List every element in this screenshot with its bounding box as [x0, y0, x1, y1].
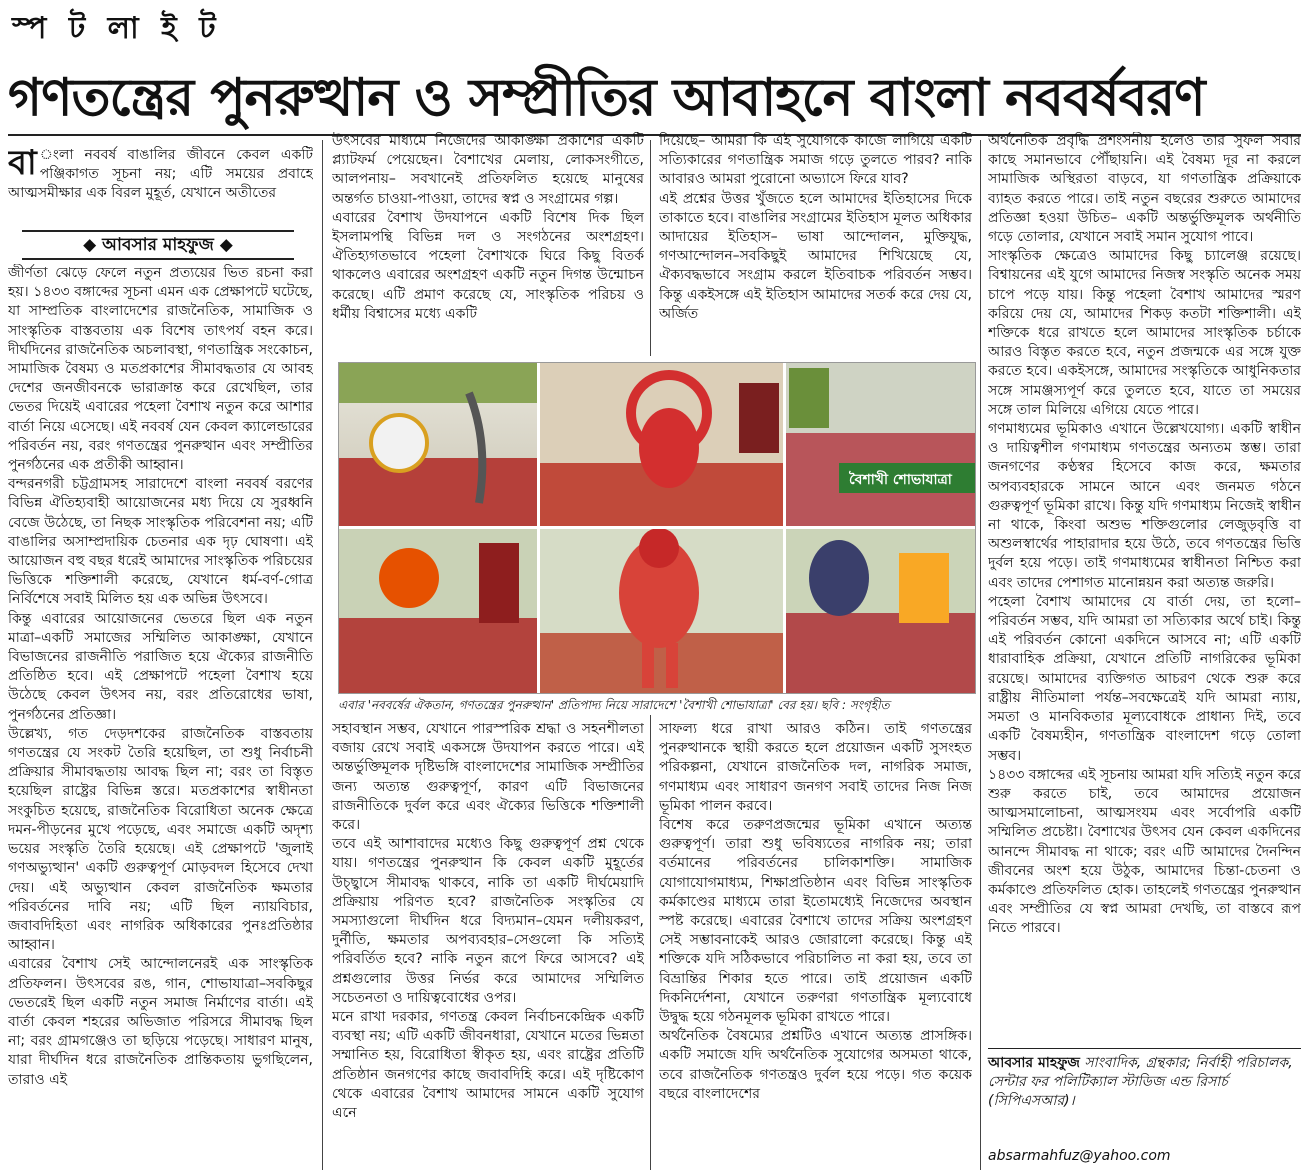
paragraph: দিয়েছে– আমরা কি এই সুযোগকে কাজে লাগিয়ে একটি সত্যিকারের গণতান্ত্রিক সমাজ গড়ে তুলতে পারব? নাকি আবারও আমরা পুরোনো অভ্যাসে ফিরে যাব? [659, 133, 972, 188]
article-column-3-bottom [659, 720, 972, 1170]
paragraph: সাংস্কৃতিক ক্ষেত্রেও আমাদের কিছু চ্যালেঞ্জ রয়েছে। বিশ্বায়নের এই যুগে আমাদের নিজস্ব সংস্কৃতি অনেক সময় চাপে পড়ে যায়। কিন্তু পহেলা বৈশাখ আমাদের স্মরণ করিয়ে দেয় যে, আমাদের শিকড় কতটা শক্তিশালী। এই শক্তিকে ধরে রাখতে হলে আমাদের সাংস্কৃতিক চর্চাকে আরও বিস্তৃত করতে হবে, নতুন প্রজন্মকে এর সঙ্গে যুক্ত করতে হবে। একইসঙ্গে, আমাদের সংস্কৃতিকে আধুনিকতার সঙ্গে সামঞ্জস্যপূর্ণ করে তুলতে হবে, যাতে তা সময়ের সঙ্গে তাল মিলিয়ে এগিয়ে যেতে পারে। [988, 248, 1301, 418]
paragraph: এই প্রশ্নের উত্তর খুঁজতে হলে আমাদের ইতিহাসের দিকে তাকাতে হবে। বাঙালির সংগ্রামের ইতিহাস মূলত অধিকার আদায়ের ইতিহাস– ভাষা আন্দোলন, মুক্তিযুদ্ধ, গণআন্দোলন–সবকিছুই আমাদের শিখিয়েছে যে, ঐক্যবদ্ধভাবে সংগ্রাম করলে ইতিবাচক পরিবর্তন সম্ভব। কিন্তু একইসঙ্গে এই ইতিহাস আমাদের সতর্ক করে দেয় যে, অর্জিত [659, 190, 972, 322]
column-divider [650, 140, 651, 356]
author-email: absarmahfuz@yahoo.com [988, 1148, 1171, 1164]
author-bio-text: সাংবাদিক, গ্রন্থকার; নির্বাহী পরিচালক, সেন্টার ফর পলিটিক্যাল স্টাডিজ এন্ড রিসার্চ (সিপিএসআর)। [988, 1055, 1293, 1110]
author-bio [988, 1054, 1301, 1112]
paragraph: জীর্ণতা ঝেড়ে ফেলে নতুন প্রত্যয়ের ভিত রচনা করা হয়। ১৪৩৩ বঙ্গাব্দের সূচনা এমন এক প্রেক্ষাপটে ঘটেছে, যা সাম্প্রতিক বাংলাদেশের রাজনৈতিক, সামাজিক ও সাংস্কৃতিক বাস্তবতায় এক বিশেষ তাৎপর্য বহন করে। দীর্ঘদিনের রাজনৈতিক অচলাবস্থা, গণতান্ত্রিক সংকোচন, সামাজিক বৈষম্য ও মতপ্রকাশের সীমাবদ্ধতার যে আবহ দেশের জনজীবনকে ভারাক্রান্ত করে রেখেছিল, তার ভেতর দিয়েই এবারের পহেলা বৈশাখ নতুন করে আশার বার্তা নিয়ে এসেছে। এই নববর্ষ যেন কেবল ক্যালেন্ডারের পরিবর্তন নয়, বরং গণতন্ত্রের পুনরুত্থান এবং সম্প্রীতির পুনর্গঠনের এক প্রতীকী আহ্বান। [8, 265, 313, 474]
column-divider [322, 140, 323, 1170]
paragraph: এবারের বৈশাখ উদযাপনে একটি বিশেষ দিক ছিল ইসলামপন্থি বিভিন্ন দল ও সংগঠনের অংশগ্রহণ। ঐতিহ্যগতভাবে পহেলা বৈশাখকে ঘিরে কিছু বিতর্ক থাকলেও এবারের অংশগ্রহণ একটি নতুন দিগন্ত উন্মোচন করেছে। এটি প্রমাণ করেছে যে, সাংস্কৃতিক পরিচয় ও ধর্মীয় বিশ্বাসের মধ্যে একটি [332, 209, 644, 322]
paragraph: অর্থনৈতিক প্রবৃদ্ধি প্রশংসনীয় হলেও তার সুফল সবার কাছে সমানভাবে পৌঁছায়নি। এই বৈষম্য দূর না করলে সামাজিক অস্থিরতা বাড়বে, যা গণতান্ত্রিক প্রক্রিয়াকে ব্যাহত করতে পারে। তাই নতুন বছরের শুরুতে আমাদের প্রতিজ্ঞা হওয়া উচিত– একটি অন্তর্ভুক্তিমূলক অর্থনীতি গড়ে তোলার, যেখানে সবাই সমান সুযোগ পাবে। [988, 133, 1301, 246]
festival-photo-collage [339, 363, 975, 693]
paragraph: মনে রাখা দরকার, গণতন্ত্র কেবল নির্বাচনকেন্দ্রিক একটি ব্যবস্থা নয়; এটি একটি জীবনধারা, যেখানে মতের ভিন্নতা সম্মানিত হয়, বিরোধিতা স্বীকৃত হয়, এবং রাষ্ট্রের প্রতিটি প্রতিষ্ঠান জনগণের কাছে জবাবদিহি করে। এই দৃষ্টিকোণ থেকে এবারের বৈশাখ আমাদের সামনে একটি সুযোগ এনে [332, 1009, 644, 1122]
article-column-1 [8, 264, 313, 1170]
column-divider [650, 715, 651, 1170]
paragraph: সহাবস্থান সম্ভব, যেখানে পারস্পরিক শ্রদ্ধা ও সহনশীলতা বজায় রেখে সবাই একসঙ্গে উদযাপন করতে পারে। এই অন্তর্ভুক্তিমূলক দৃষ্টিভঙ্গি বাংলাদেশের সামাজিক সম্প্রীতির জন্য অত্যন্ত গুরুত্বপূর্ণ, কারণ এটি বিভাজনের রাজনীতিকে দুর্বল করে এবং ঐক্যের ভিত্তিকে শক্তিশালী করে। [332, 721, 644, 834]
author-bio-name: আবসার মাহফুজ [988, 1055, 1080, 1071]
kicker: স্প ট লা ই ট [12, 11, 222, 46]
photo-collage [338, 362, 976, 694]
author-byline: ◆ আবসার মাহফুজ ◆ [22, 230, 294, 260]
article-column-2-bottom [332, 720, 644, 1170]
bio-rule [988, 1048, 1301, 1049]
page-title: গণতন্ত্রের পুনরুত্থান ও সম্প্রীতির আবাহনে বাংলা নববর্ষবরণ [8, 68, 1205, 128]
photo-caption: এবার 'নববর্ষের ঐকতান, গণতন্ত্রের পুনরুত্থান' প্রতিপাদ্য নিয়ে সারাদেশে 'বৈশাখী শোভাযাত্রা' বের হয়। ছবি : সংগৃহীত [338, 698, 890, 712]
article-lead [8, 146, 313, 226]
banner-text: বৈশাখী শোভাযাত্রা [849, 472, 952, 488]
paragraph: বন্দরনগরী চট্টগ্রামসহ সারাদেশে বাংলা নববর্ষ বরণের বিভিন্ন ঐতিহ্যবাহী আয়োজনের মধ্য দিয়ে যে সুরধ্বনি বেজে উঠেছে, তা নিছক সাংস্কৃতিক পরিবেশনা নয়; এটি বাঙালির অসাম্প্রদায়িক চেতনার এক দৃঢ় ঘোষণা। এই আয়োজন বহু বছর ধরেই আমাদের সাংস্কৃতিক পরিচয়ের ভিত্তিকে শক্তিশালী করেছে, যেখানে ধর্ম-বর্ণ-গোত্র নির্বিশেষে সবাই মিলিত হয় এক অভিন্ন উৎসবে। [8, 476, 313, 608]
paragraph: সাফল্য ধরে রাখা আরও কঠিন। তাই গণতন্ত্রের পুনরুত্থানকে স্থায়ী করতে হলে প্রয়োজন একটি সুসংহত পরিকল্পনা, যেখানে রাজনৈতিক দল, নাগরিক সমাজ, গণমাধ্যম এবং সাধারণ জনগণ সবাই তাদের নিজ নিজ ভূমিকা পালন করবে। [659, 721, 972, 814]
column-divider [980, 140, 981, 1170]
paragraph: কিন্তু এবারের আয়োজনের ভেতরে ছিল এক নতুন মাত্রা–একটি সমাজের সম্মিলিত আকাঙ্ক্ষা, যেখানে বিভাজনের রাজনীতি পরাজিত হয়ে ঐক্যের রাজনীতি প্রতিষ্ঠিত হবে। এই প্রেক্ষাপটে পহেলা বৈশাখ হয়ে উঠেছে কেবল উৎসব নয়, বরং প্রতিরোধের ভাষা, পুনর্গঠনের প্রতিজ্ঞা। [8, 610, 313, 723]
article-column-2-top [332, 132, 644, 358]
lead-text: ংলা নববর্ষ বাঙালির জীবনে কেবল একটি পঞ্জিকাগত সূচনা নয়; এটি সময়ের প্রবাহে আত্মসমীক্ষার এক বিরল মুহূর্ত, যেখানে অতীতের [8, 147, 313, 202]
paragraph: বিশেষ করে তরুণপ্রজন্মের ভূমিকা এখানে অত্যন্ত গুরুত্বপূর্ণ। তারা শুধু ভবিষ্যতের নাগরিক নয়; তারা বর্তমানের পরিবর্তনের চালিকাশক্তি। সামাজিক যোগাযোগমাধ্যম, শিক্ষাপ্রতিষ্ঠান এবং বিভিন্ন সাংস্কৃতিক কর্মকাণ্ডের মাধ্যমে তারা ইতোমধ্যেই নিজেদের অবস্থান স্পষ্ট করেছে। এবারের বৈশাখে তাদের সক্রিয় অংশগ্রহণ সেই সম্ভাবনাকেই আরও জোরালো করেছে। কিন্তু এই শক্তিকে যদি সঠিকভাবে পরিচালিত না করা হয়, তবে তা বিভ্রান্তির শিকার হতে পারে। তাই প্রয়োজন একটি দিকনির্দেশনা, যেখানে তরুণরা গণতান্ত্রিক মূল্যবোধে উদ্বুদ্ধ হয়ে গঠনমূলক ভূমিকা রাখতে পারে। [659, 817, 972, 1026]
drop-cap: বা [8, 146, 37, 183]
paragraph: ১৪৩৩ বঙ্গাব্দের এই সূচনায় আমরা যদি সত্যিই নতুন করে শুরু করতে চাই, তবে আমাদের প্রয়োজন আত্মসমালোচনা, আত্মসংযম এবং সর্বোপরি একটি সম্মিলিত প্রচেষ্টা। বৈশাখের উৎসব যেন কেবল একদিনের আনন্দে সীমাবদ্ধ না থাকে; বরং এটি আমাদের দৈনন্দিন জীবনের অংশ হয়ে উঠুক, আমাদের চিন্তা-চেতনা ও কর্মকাণ্ডে প্রতিফলিত হোক। তাহলেই গণতন্ত্রের পুনরুত্থান এবং সম্প্রীতির যে স্বপ্ন আমরা দেখছি, তা বাস্তবে রূপ নিতে পারবে। [988, 766, 1301, 937]
paragraph: এবারের বৈশাখ সেই আন্দোলনেরই এক সাংস্কৃতিক প্রতিফলন। উৎসবের রঙ, গান, শোভাযাত্রা–সবকিছুর ভেতরেই ছিল একটি নতুন সমাজ নির্মাণের বার্তা। এই বার্তা কেবল শহরের অভিজাত পরিসরে সীমাবদ্ধ ছিল না; বরং গ্রামগঞ্জেও তা ছড়িয়ে পড়েছে। সাধারণ মানুষ, যারা দীর্ঘদিন ধরে রাজনৈতিক প্রান্তিকতায় ভুগছিলেন, তারাও এই [8, 956, 313, 1088]
paragraph: উল্লেখ্য, গত দেড়দশকের রাজনৈতিক বাস্তবতায় গণতন্ত্রের যে সংকট তৈরি হয়েছিল, তা শুধু নির্বাচনী প্রক্রিয়ার সীমাবদ্ধতায় আবদ্ধ ছিল না; বরং তা বিস্তৃত হয়েছিল রাষ্ট্রের বিভিন্ন স্তরে। মতপ্রকাশের স্বাধীনতা সংকুচিত হয়েছে, রাজনৈতিক বিরোধিতা অনেক ক্ষেত্রে দমন-পীড়নের মুখে পড়েছে, এবং সমাজে একটি অদৃশ্য ভয়ের সংস্কৃতি তৈরি হয়েছে। এই প্রেক্ষাপটে 'জুলাই গণঅভ্যুত্থান' একটি গুরুত্বপূর্ণ মোড়বদল হিসেবে দেখা দেয়। এই অভ্যুত্থান কেবল রাজনৈতিক ক্ষমতার পরিবর্তনের দাবি নয়; এটি ছিল ন্যায়বিচার, জবাবদিহিতা এবং নাগরিক অধিকারের পুনঃপ্রতিষ্ঠার আহ্বান। [8, 725, 313, 954]
paragraph: তবে এই আশাবাদের মধ্যেও কিছু গুরুত্বপূর্ণ প্রশ্ন থেকে যায়। গণতন্ত্রের পুনরুত্থান কি কেবল একটি মুহূর্তের উচ্ছ্বাসে সীমাবদ্ধ থাকবে, নাকি তা একটি দীর্ঘমেয়াদি প্রক্রিয়ায় পরিণত হবে? রাজনৈতিক সংস্কৃতির যে সমস্যাগুলো দীর্ঘদিন ধরে বিদ্যমান–যেমন দলীয়করণ, দুর্নীতি, ক্ষমতার অপব্যবহার–সেগুলো কি সত্যিই পরিবর্তিত হবে? নাকি নতুন রূপে ফিরে আসবে? এই প্রশ্নগুলোর উত্তর নির্ভর করে আমাদের সম্মিলিত সচেতনতা ও দায়িত্ববোধের ওপর। [332, 836, 644, 1006]
article-column-3-top [659, 132, 972, 358]
paragraph: পহেলা বৈশাখ আমাদের যে বার্তা দেয়, তা হলো–পরিবর্তন সম্ভব, যদি আমরা তা সত্যিকার অর্থে চাই। কিন্তু এই পরিবর্তন কোনো একদিনে আসবে না; এটি একটি ধারাবাহিক প্রক্রিয়া, যেখানে প্রতিটি নাগরিকের ভূমিকা রয়েছে। আমাদের ব্যক্তিগত আচরণ থেকে শুরু করে রাষ্ট্রীয় নীতিমালা পর্যন্ত–সবক্ষেত্রেই যদি আমরা ন্যায়, সমতা ও মানবিকতার মূল্যবোধকে প্রাধান্য দিই, তবে একটি বৈষম্যহীন, গণতান্ত্রিক বাংলাদেশ গড়ে তোলা সম্ভব। [988, 593, 1301, 764]
article-column-4 [988, 132, 1301, 1048]
paragraph: উৎসবের মাধ্যমে নিজেদের আকাঙ্ক্ষা প্রকাশের একটি প্ল্যাটফর্ম পেয়েছেন। বৈশাখের মেলায়, লোকসংগীতে, আলপনায়– সবখানেই প্রতিফলিত হয়েছে মানুষের অন্তর্গত চাওয়া-পাওয়া, তাদের স্বপ্ন ও সংগ্রামের গল্প। [332, 133, 644, 207]
paragraph: অর্থনৈতিক বৈষম্যের প্রশ্নটিও এখানে অত্যন্ত প্রাসঙ্গিক। একটি সমাজে যদি অর্থনৈতিক সুযোগের অসমতা থাকে, তবে রাজনৈতিক গণতন্ত্রও দুর্বল হয়ে পড়ে। গত কয়েক বছরে বাংলাদেশের [659, 1028, 972, 1102]
paragraph: গণমাধ্যমের ভূমিকাও এখানে উল্লেখযোগ্য। একটি স্বাধীন ও দায়িত্বশীল গণমাধ্যম গণতন্ত্রের অন্যতম স্তম্ভ। তারা জনগণের কণ্ঠস্বর হিসেবে কাজ করে, ক্ষমতার অপব্যবহারকে সামনে আনে এবং জনমত গঠনে গুরুত্বপূর্ণ ভূমিকা রাখে। কিন্তু যদি গণমাধ্যম নিজেই স্বাধীন না থাকে, কিংবা অশুভ শক্তিগুলোর লেজুড়বৃত্তি বা অশুলস্বার্থের পাহারাদার হয়ে উঠে, তবে গণতন্ত্রের ভিত্তি দুর্বল হয়ে পড়ে। তাই গণমাধ্যমের স্বাধীনতা নিশ্চিত করা এবং তাদের পেশাগত মানোন্নয়ন করা অত্যন্ত জরুরি। [988, 421, 1301, 591]
